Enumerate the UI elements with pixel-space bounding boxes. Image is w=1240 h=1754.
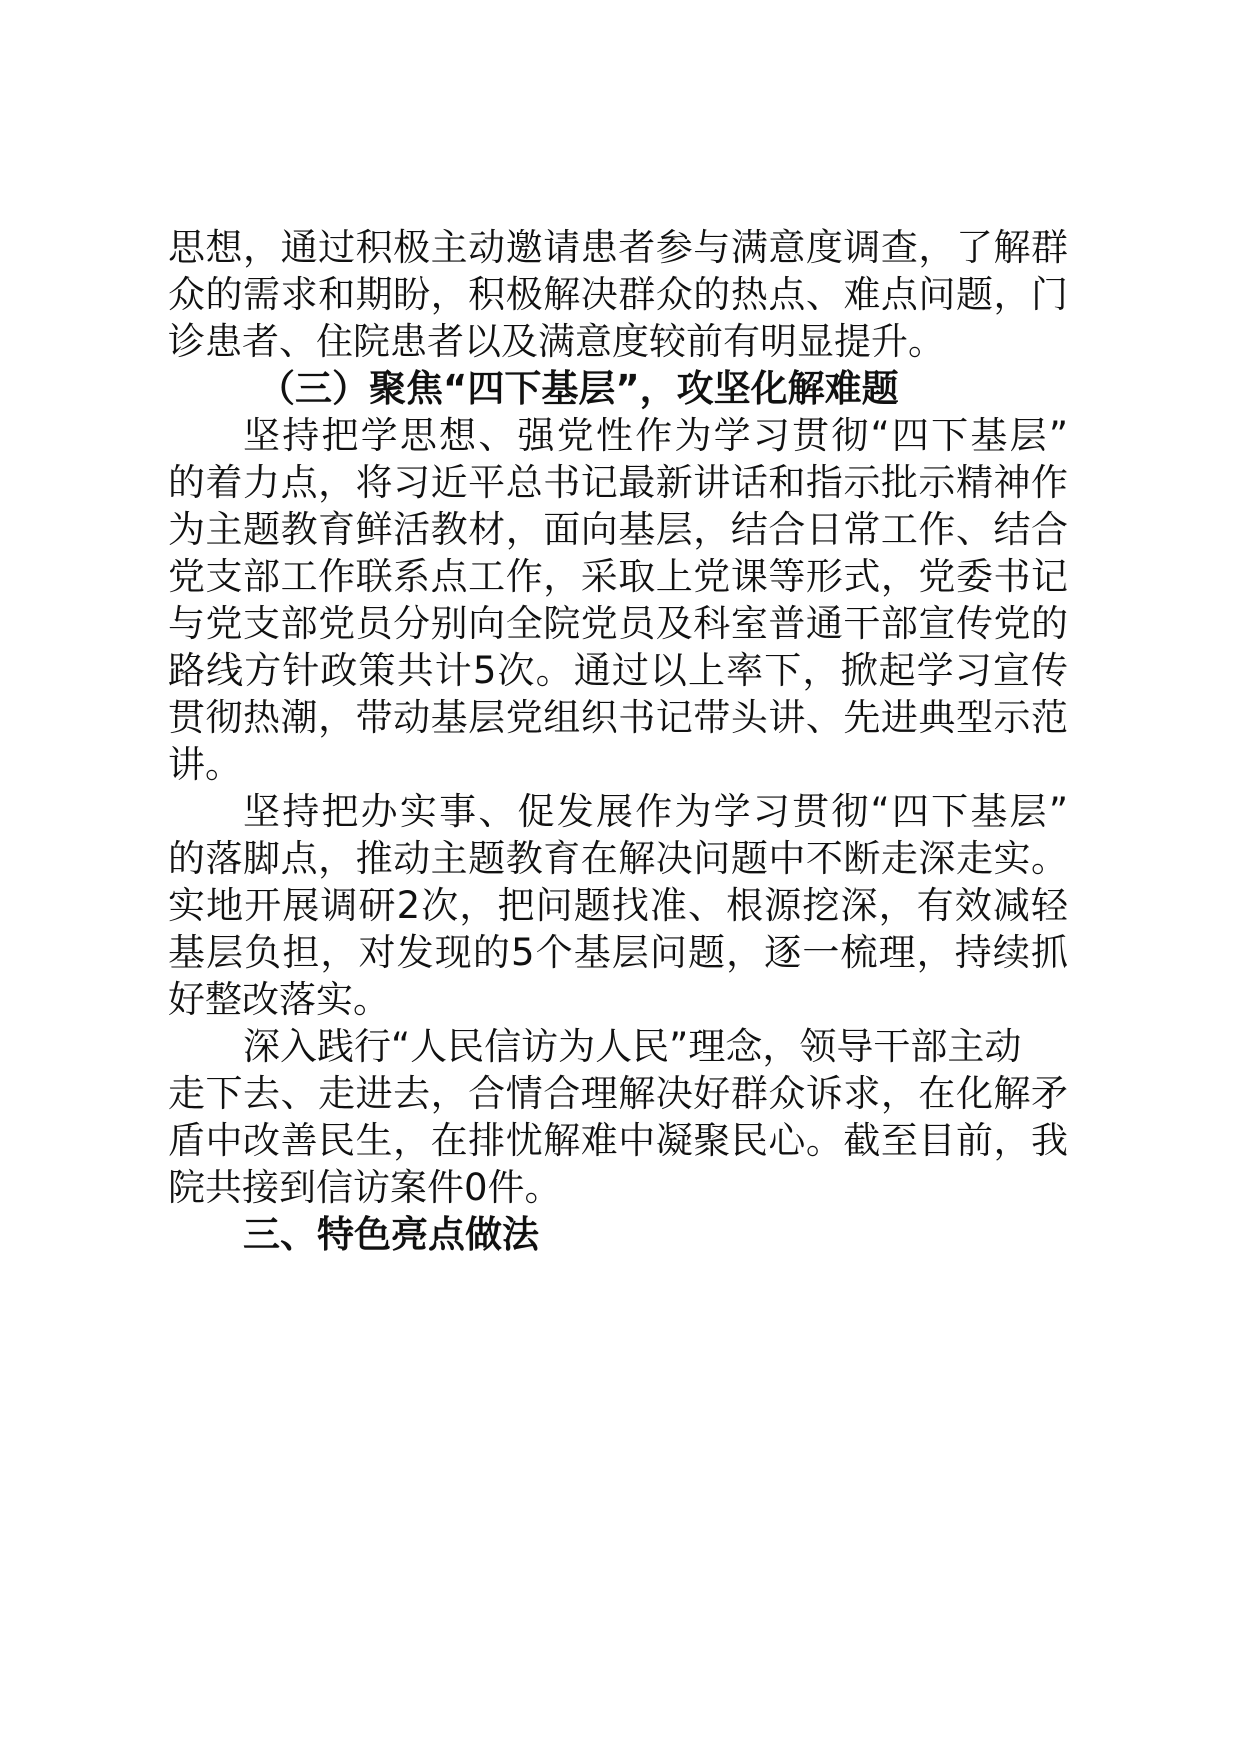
text-line: 实地开展调研2次，把问题找准、根源挖深，有效减轻 [168, 884, 1068, 927]
text-line: 好整改落实。 [168, 978, 390, 1021]
text-line: 众的需求和期盼，积极解决群众的热点、难点问题，门 [168, 273, 1068, 316]
text-line: 讲。 [168, 743, 242, 786]
document-body [168, 224, 1068, 1258]
section-heading: 三、特色亮点做法 [243, 1213, 539, 1256]
text-line: 的落脚点，推动主题教育在解决问题中不断走深走实。 [168, 837, 1068, 880]
text-line: 院共接到信访案件0件。 [168, 1166, 562, 1209]
paragraph-practical-work [168, 788, 1068, 1023]
text-line: 坚持把学思想、强党性作为学习贯彻“四下基层” [243, 414, 1068, 457]
text-line: 路线方针政策共计5次。通过以上率下，掀起学习宣传 [168, 649, 1068, 692]
text-line: 深入践行“人民信访为人民”理念，领导干部主动 [243, 1025, 1022, 1068]
text-line: 党支部工作联系点工作，采取上党课等形式，党委书记 [168, 555, 1068, 598]
text-line: 走下去、走进去，合情合理解决好群众诉求，在化解矛 [168, 1072, 1068, 1115]
text-line: 与党支部党员分别向全院党员及科室普通干部宣传党的 [168, 602, 1068, 645]
text-line: 基层负担，对发现的5个基层问题，逐一梳理，持续抓 [168, 931, 1068, 974]
paragraph-petition [168, 1023, 1068, 1211]
text-line: 思想，通过积极主动邀请患者参与满意度调查，了解群 [168, 226, 1068, 269]
section-subheading: （三）聚焦“四下基层”，攻坚化解难题 [258, 367, 899, 410]
paragraph-study-thought [168, 412, 1068, 788]
paragraph-satisfaction [168, 224, 1068, 365]
text-line: 诊患者、住院患者以及满意度较前有明显提升。 [168, 320, 945, 363]
text-line: 贯彻热潮，带动基层党组织书记带头讲、先进典型示范 [168, 696, 1068, 739]
text-line: 为主题教育鲜活教材，面向基层，结合日常工作、结合 [168, 508, 1068, 551]
text-line: 盾中改善民生，在排忧解难中凝聚民心。截至目前，我 [168, 1119, 1068, 1162]
text-line: 的着力点，将习近平总书记最新讲话和指示批示精神作 [168, 461, 1068, 504]
text-line: 坚持把办实事、促发展作为学习贯彻“四下基层” [243, 790, 1068, 833]
